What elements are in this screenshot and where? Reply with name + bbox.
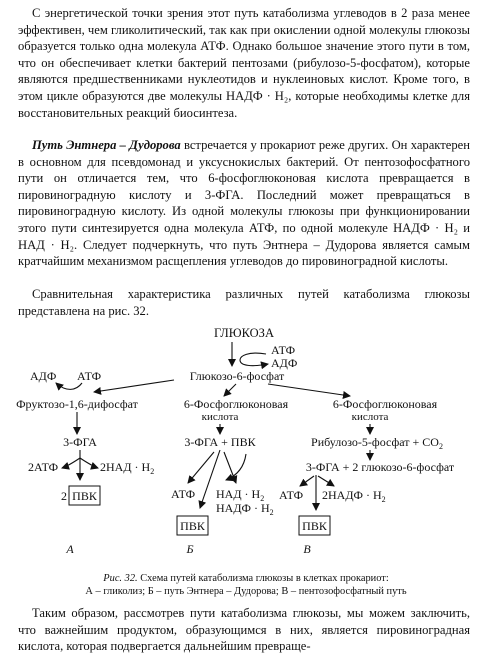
figure-caption xyxy=(20,573,472,598)
pathway-label-v: В xyxy=(303,542,311,556)
label-2atp-a: 2АТФ xyxy=(28,460,59,474)
caption-line-1 xyxy=(20,573,472,586)
node-3pga-a: 3-ФГА xyxy=(63,435,97,449)
node-glucose-6-phosphate: Глюкозо-6-фосфат xyxy=(189,369,285,383)
pathway-label-b: Б xyxy=(186,542,194,556)
arrow-3pga-nadh-curve-a xyxy=(80,458,98,468)
pathway-label-a: А xyxy=(66,542,74,556)
caption-label: Рис. 32. xyxy=(103,573,138,584)
arrow-v-atp xyxy=(300,476,314,486)
paragraph-pentose-efficiency: С энергетической точки зрения этот путь катаболизма углеводов в 2 раза менее эффективен, чем гликолитический, так как при окислении одной молекулы глюкозы образуется только одна молекула АТФ. Однако большое значение этого пути в том, что он обеспечивает клетки бактерий пентозами (рибулозо-5-фосфатом), которые являются предшественниками нуклеотидов и нуклеиновых кислот. Кроме того, в этом цикле образуются две молекулы НАДФ · Н₂, которые необходимы клетке для восстановительных реакций биосинтеза. xyxy=(18,6,470,120)
atp-adp-curve-left xyxy=(56,383,82,389)
caption-title: Схема путей катаболизма глюкозы в клетках прокариот: xyxy=(137,573,389,584)
node-3pga-pvk: 3-ФГА + ПВК xyxy=(184,435,256,449)
label-atp-left: АТФ xyxy=(77,369,102,383)
term-entner-doudoroff: Путь Энтнера – Дудорова xyxy=(32,138,181,152)
arrow-g6p-6pg-right xyxy=(268,384,350,396)
label-adp-left: АДФ xyxy=(30,369,57,383)
label-atp-v: АТФ xyxy=(279,488,304,502)
arrow-b-pvk-curve xyxy=(226,454,246,480)
node-fructose-1-6-bisphosphate: Фруктозо-1,6-дифосфат xyxy=(16,397,138,411)
label-atp-top: АТФ xyxy=(271,343,296,357)
node-6-phosphogluconate-b: 6-Фосфоглюконовая xyxy=(183,397,289,411)
label-nadph-b: НАДФ · $Н_2$ xyxy=(216,501,274,517)
node-6-phosphogluconate-v-acid: кислота xyxy=(351,411,389,423)
label-atp-b: АТФ xyxy=(171,487,196,501)
label-2nadh-a: $2НАД \cdot Н_2$ xyxy=(100,460,155,476)
node-6-phosphogluconate-v: 6-Фосфоглюконовая xyxy=(332,397,438,411)
caption-line-2: А – гликолиз; Б – путь Энтнера – Дудорова; В – пентозофосфатный путь xyxy=(85,585,407,597)
label-2nadph-v: 2НАДФ · $Н_2$ xyxy=(322,488,386,504)
paragraph-entner-doudoroff-text: встречается у прокариот реже других. Он характерен в основном для псевдомонад и уксуснокислых бактерий. От пентозофосфатного пути он отличается тем, что 6-фосфоглюконовая кислота превращается в пировиноградную кислоту и 3-ФГА. Последний может превращаться в пировиноградную кислоту. Из одной молекулы глюкозы при функционировании этого пути синтезируется одна молекула АТФ, по одной молекуле НАДФ · Н₂ и НАД · Н₂. Следует подчеркнуть, что путь Энтнера – Дудорова является самым кратчайшим механизмом расщепления углеводов до пировиноградной кислоты. xyxy=(18,138,470,269)
pvk-label-v: ПВК xyxy=(302,519,327,533)
pvk-label-a: ПВК xyxy=(72,489,97,503)
node-3pga-glucose-6-phosphate: 3-ФГА + 2 глюкозо-6-фосфат xyxy=(305,460,455,474)
pvk-label-b: ПВК xyxy=(180,519,205,533)
arrow-g6p-fructose xyxy=(94,380,174,392)
node-6-phosphogluconate-b-acid: кислота xyxy=(201,411,239,423)
arrow-g6p-6pg-middle xyxy=(224,384,236,396)
paragraph-comparison: Сравнительная характеристика различных путей катаболизма глюкозы представлена на рис. 32. xyxy=(18,287,470,318)
arrow-v-nadph xyxy=(318,476,334,486)
glucose-catabolism-diagram xyxy=(0,320,493,570)
atp-adp-loop-arrow xyxy=(240,353,268,366)
arrow-3pga-atp-curve-a xyxy=(62,458,80,468)
label-nadh-b: НАД · $Н_2$ xyxy=(216,487,265,503)
label-adp-top: АДФ xyxy=(271,356,298,370)
node-glucose: ГЛЮКОЗА xyxy=(214,326,274,340)
paragraph-conclusion: Таким образом, рассмотрев пути катаболизма глюкозы, мы можем заключить, что важнейшим продуктом, образующимся в них, является пировиноградная кислота, которая подвергается дальнейшим превраще- xyxy=(18,606,470,654)
node-ribulose-5-phosphate: Рибулозо-5-фосфат + $CO_2$ xyxy=(311,435,443,451)
paragraph-entner-doudoroff xyxy=(18,137,470,270)
pvk-count-a: 2 xyxy=(61,489,67,503)
